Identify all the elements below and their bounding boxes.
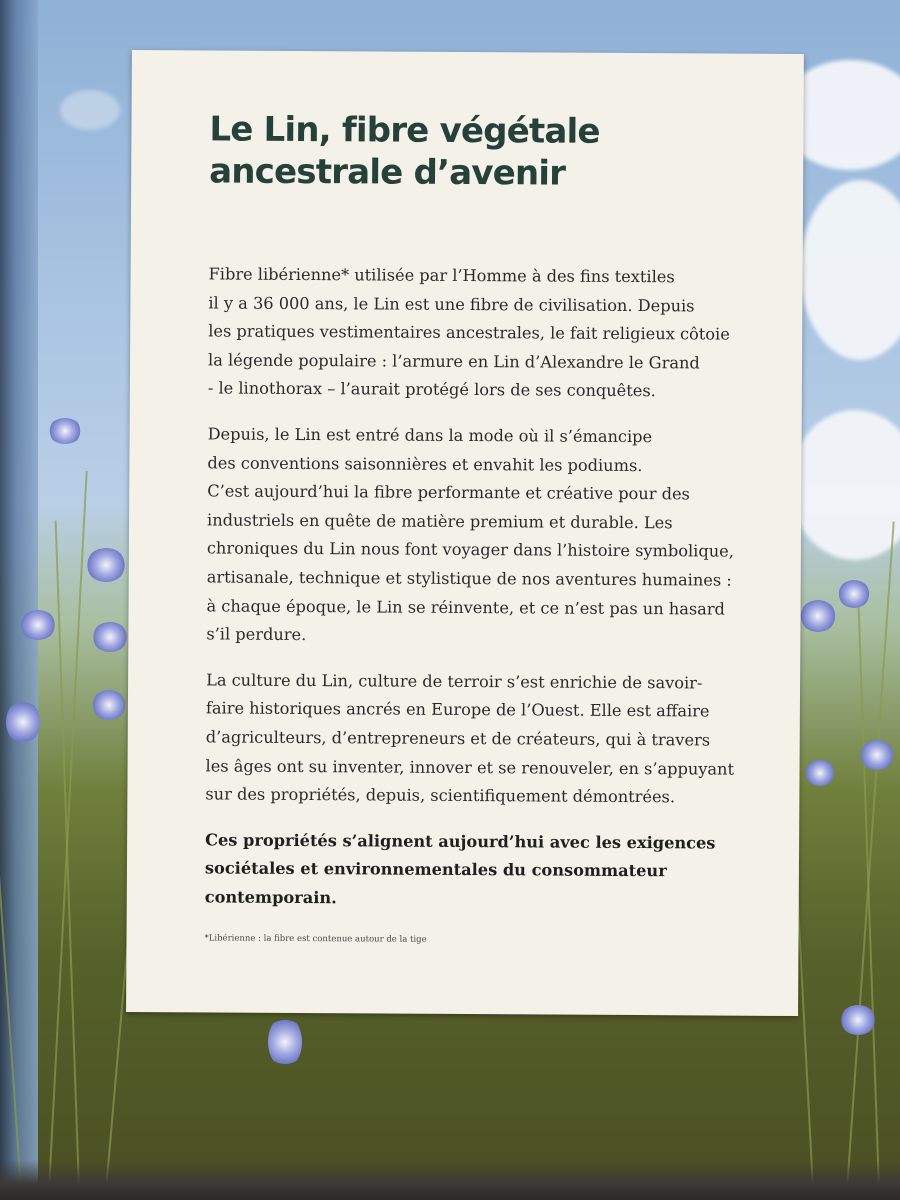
footnote: *Libérienne : la fibre est contenue autour de la tige: [204, 933, 427, 945]
title-line: Le Lin, fibre végétale: [209, 109, 600, 152]
text-line: sociétales et environnementales du consommateur: [204, 858, 667, 881]
text-line: les âges ont su inventer, innover et se renouveler, en s’appuyant: [205, 755, 735, 779]
conclusion-paragraph: [205, 826, 766, 915]
grass-stem: [55, 520, 80, 1190]
flax-flower: [800, 600, 836, 632]
text-panel: [126, 50, 804, 1016]
text-line: sur des propriétés, depuis, scientifiquement démontrées.: [205, 784, 676, 807]
flax-flower: [20, 610, 56, 640]
text-line: La culture du Lin, culture de terroir s’est enrichie de savoir-: [206, 670, 703, 693]
text-line: d’agriculteurs, d’entrepreneurs et de créateurs, qui à travers: [205, 727, 711, 750]
text-line: il y a 36 000 ans, le Lin est une fibre de civilisation. Depuis: [208, 293, 695, 315]
cloud: [60, 90, 120, 130]
flax-flower: [838, 580, 870, 608]
text-line: la légende populaire : l’armure en Lin d’Alexandre le Grand: [207, 350, 700, 373]
text-line: Depuis, le Lin est entré dans la mode où il s’émancipe: [207, 424, 653, 447]
flax-flower: [268, 1016, 302, 1068]
flax-flower: [86, 548, 126, 582]
page-title: [209, 108, 770, 195]
flax-flower: [840, 1005, 876, 1035]
cloud: [800, 180, 900, 360]
book-binding-edge: [0, 0, 38, 1200]
grass-stem: [857, 600, 880, 1190]
paragraph-2: [206, 420, 767, 652]
text-line: à chaque époque, le Lin se réinvente, et ce n’est pas un hasard: [206, 595, 726, 619]
flax-flower: [92, 690, 126, 720]
flax-flower: [860, 740, 894, 770]
text-line: C’est aujourd’hui la fibre performante et créative pour des: [207, 481, 690, 504]
text-line: artisanale, technique et stylistique de nos aventures humaines :: [206, 567, 732, 590]
grass-stem: [48, 471, 88, 1190]
text-line: s’il perdure.: [206, 624, 307, 645]
table-surface: [0, 1160, 900, 1200]
text-line: chroniques du Lin nous font voyager dans l’histoire symbolique,: [206, 538, 734, 561]
text-line: - le linothorax – l’aurait protégé lors de ses conquêtes.: [207, 378, 656, 401]
text-line: faire historiques ancrés en Europe de l’Ouest. Elle est affaire: [205, 698, 710, 721]
text-line: Fibre libérienne* utilisée par l’Homme à des fins textiles: [208, 264, 675, 287]
text-line: industriels en quête de matière premium et durable. Les: [207, 510, 673, 533]
text-line: Ces propriétés s’alignent aujourd’hui avec les exigences: [205, 830, 716, 853]
flax-flower: [48, 418, 82, 444]
flax-flower: [805, 760, 835, 786]
text-line: des conventions saisonnières et envahit les podiums.: [207, 452, 643, 475]
grass-stem: [846, 522, 895, 1191]
flax-flower: [92, 622, 128, 652]
cloud: [790, 410, 900, 560]
text-line: contemporain.: [204, 887, 337, 908]
text-line: les pratiques vestimentaires ancestrales, le fait religieux côtoie: [208, 321, 730, 344]
paragraph-3: [205, 666, 766, 812]
flax-flower: [6, 700, 40, 744]
body-text: [205, 260, 769, 932]
title-line: ancestrale d’avenir: [209, 151, 566, 194]
paragraph-1: [208, 260, 769, 406]
